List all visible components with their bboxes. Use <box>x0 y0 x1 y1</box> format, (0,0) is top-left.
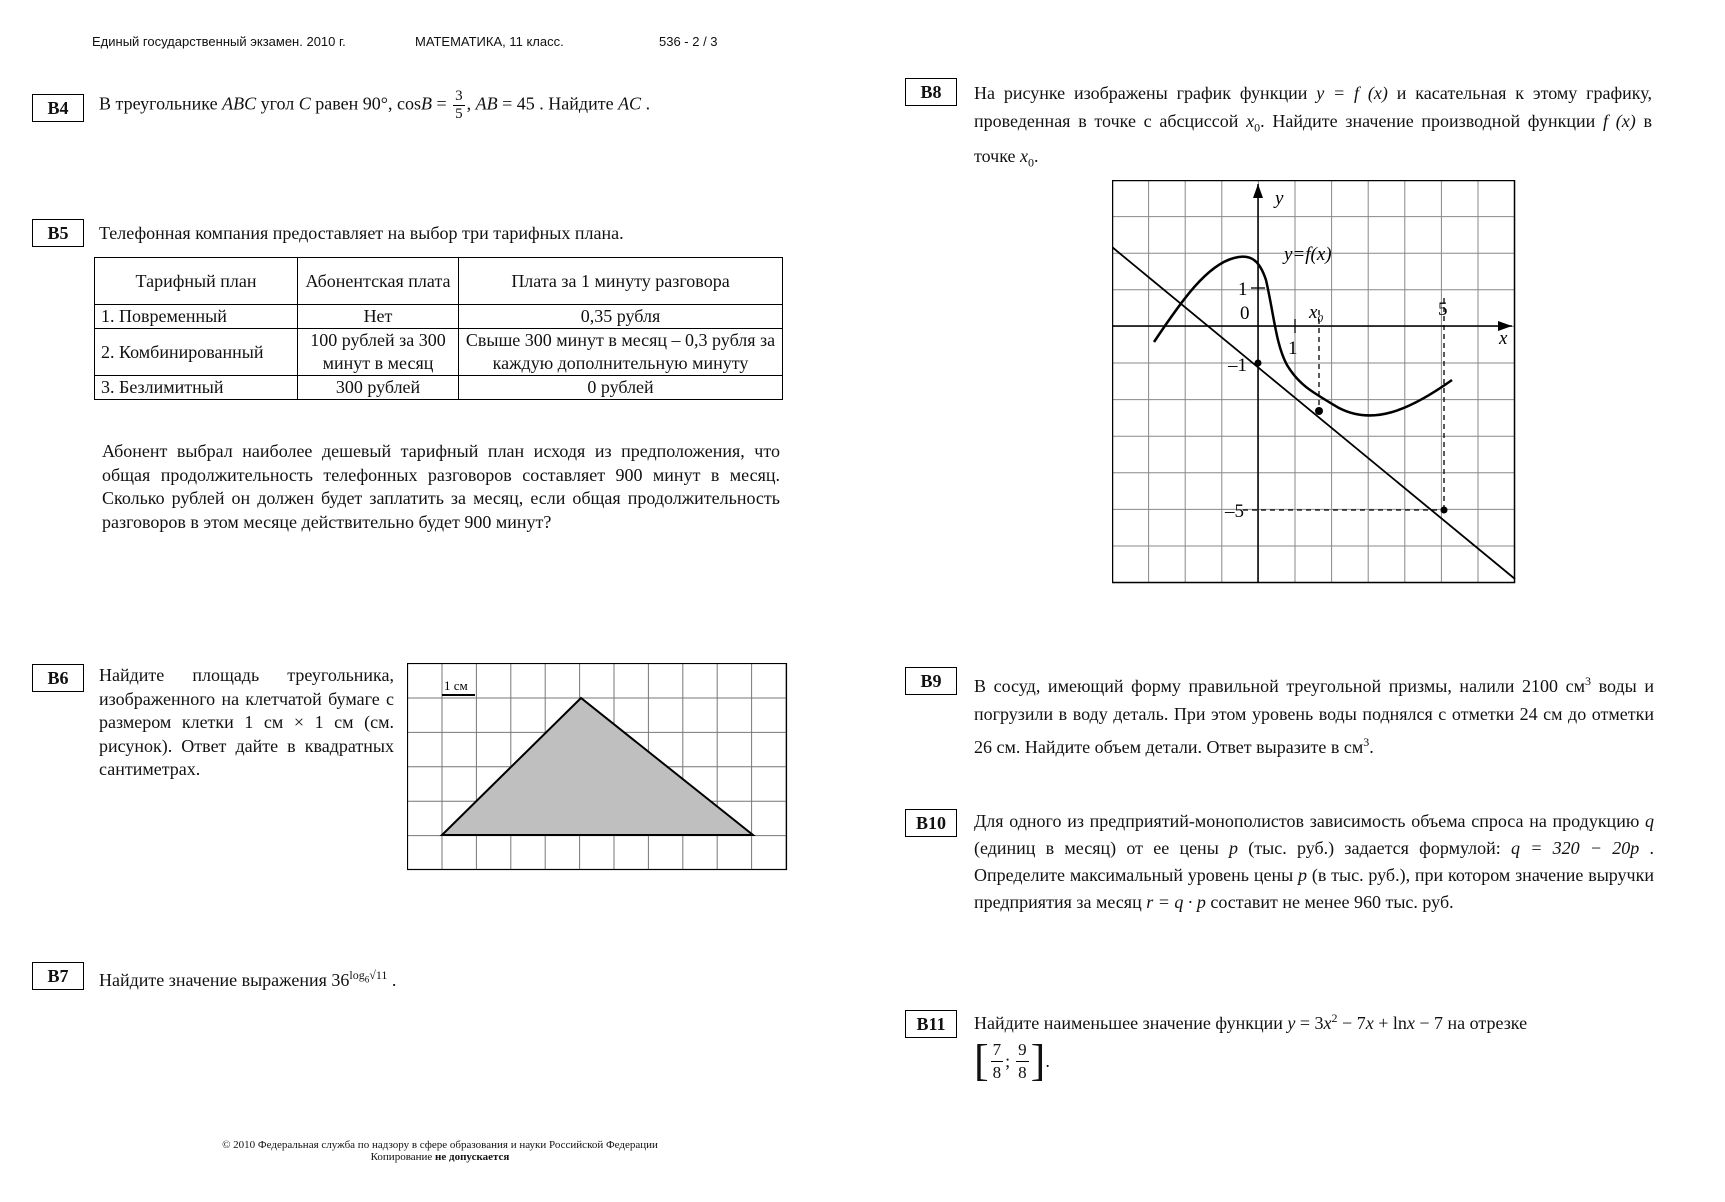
tangent-point-x5 <box>1441 507 1448 514</box>
x0-label: $x_0$ <box>1309 302 1323 325</box>
x-tick-5: 5 <box>1438 299 1448 320</box>
b10-tag: B10 <box>905 809 957 837</box>
table-cell: 100 рублей за 300 минут в месяц <box>298 329 459 376</box>
b5-tag: B5 <box>32 219 84 247</box>
footer-copyright: © 2010 Федеральная служба по надзору в сфере образования и науки Российской Федерации <box>222 1139 658 1151</box>
b8-graph <box>1112 180 1516 584</box>
y-tick-1: 1 <box>1238 279 1248 300</box>
table-row <box>95 305 783 329</box>
subject-title: МАТЕМАТИКА, 11 класс. <box>415 34 564 49</box>
table-header-cell: Тарифный план <box>95 258 298 305</box>
table-header-row <box>95 258 783 305</box>
b8-tag: B8 <box>905 78 957 106</box>
table-header-cell: Абонентская плата <box>298 258 459 305</box>
origin-label: 0 <box>1240 303 1250 324</box>
b4-fraction: $\frac{3}{5}$ <box>455 88 463 122</box>
tangent-y-intercept-point <box>1255 360 1262 367</box>
b4-text: В треугольнике ABC угол C равен 90°, cosB = $\frac{3}{5}$ , AB = 45 . Найдите AC . <box>99 88 651 122</box>
function-curve <box>1154 257 1452 416</box>
y-axis-label: y <box>1275 188 1284 209</box>
table-cell: 3. Безлимитный <box>95 376 298 400</box>
b8-text: На рисунке изображены график функции y = f (x) и касательная к этому графику, проведенная в точке с абсциссой $x_0$. Найдите значение производной функции f (x) в точке $x_0$. <box>974 83 1652 170</box>
b7-text: Найдите значение выражения $36^{log_6√11}$ . <box>99 968 397 990</box>
b4-tag: B4 <box>32 94 84 122</box>
b11-tag: B11 <box>905 1010 957 1038</box>
b5-question: Абонент выбрал наиболее дешевый тарифный план исходя из предположения, что общая продолжительность телефонных разговоров составляет 900 минут в месяц. Сколько рублей он должен будет заплатить за месяц, если общая продолжительность разговоров в этом месяце действительно будет 900 минут? <box>102 441 780 532</box>
table-cell: Свыше 300 минут в месяц – 0,3 рубля за каждую дополнительную минуту <box>459 329 783 376</box>
footer <box>160 1139 720 1163</box>
table-row <box>95 376 783 400</box>
exam-title: Единый государственный экзамен. 2010 г. <box>92 34 346 49</box>
tangency-point <box>1315 407 1323 415</box>
table-cell: 2. Комбинированный <box>95 329 298 376</box>
footer-copy-note: Копирование не допускается <box>370 1151 510 1163</box>
y-tick-minus5: –5 <box>1225 501 1244 522</box>
x-tick-1: 1 <box>1288 338 1298 359</box>
table-cell: 300 рублей <box>298 376 459 400</box>
table-cell: 0,35 рубля <box>459 305 783 329</box>
b6-grid-figure <box>407 663 788 872</box>
b7-tag: B7 <box>32 962 84 990</box>
b5-intro: Телефонная компания предоставляет на выбор три тарифных плана. <box>99 223 624 243</box>
x-axis-label: x <box>1499 328 1508 349</box>
b10-text: Для одного из предприятий-монополистов зависимость объема спроса на продукцию q (единиц в месяц) от ее цены p (тыс. руб.) задается формулой: q = 320 − 20p . Определите максимальный уровень цены p (в тыс. руб.), при котором значение выручки предприятия за месяц r = q · p составит не менее 960 тыс. руб. <box>974 811 1654 912</box>
y-axis-arrow-icon <box>1253 184 1263 198</box>
b11-interval: [ $\frac{7}{8}$ ; $\frac{9}{8}$ ] . <box>974 1036 1050 1085</box>
tariff-table <box>94 257 783 400</box>
table-cell: 0 рублей <box>459 376 783 400</box>
b9-tag: B9 <box>905 667 957 695</box>
table-cell: 1. Повременный <box>95 305 298 329</box>
tangent-line <box>1112 247 1515 579</box>
b6-text: Найдите площадь треугольника, изображенного на клетчатой бумаге с размером клетки 1 см × 1 см (см. рисунок). Ответ дайте в квадратных сантиметрах. <box>99 665 394 779</box>
b11-text: Найдите наименьшее значение функции $y = 3x^2 - 7x + \ln x - 7$ на отрезке <box>974 1011 1528 1033</box>
y-tick-minus1: –1 <box>1228 355 1247 376</box>
table-cell: Нет <box>298 305 459 329</box>
function-label: y=f(x) <box>1284 244 1332 265</box>
page-number: 536 - 2 / 3 <box>659 34 718 49</box>
b6-tag: B6 <box>32 664 84 692</box>
table-header-cell: Плата за 1 минуту разговора <box>459 258 783 305</box>
b9-text: В сосуд, имеющий форму правильной треугольной призмы, налили 2100 $см^3$ воды и погрузили в воду деталь. При этом уровень воды поднялся с отметки 24 см до отметки 26 см. Найдите объем детали. Ответ выразите в $см^3$. <box>974 674 1655 757</box>
scale-label: 1 см <box>444 678 468 693</box>
table-row <box>95 329 783 376</box>
